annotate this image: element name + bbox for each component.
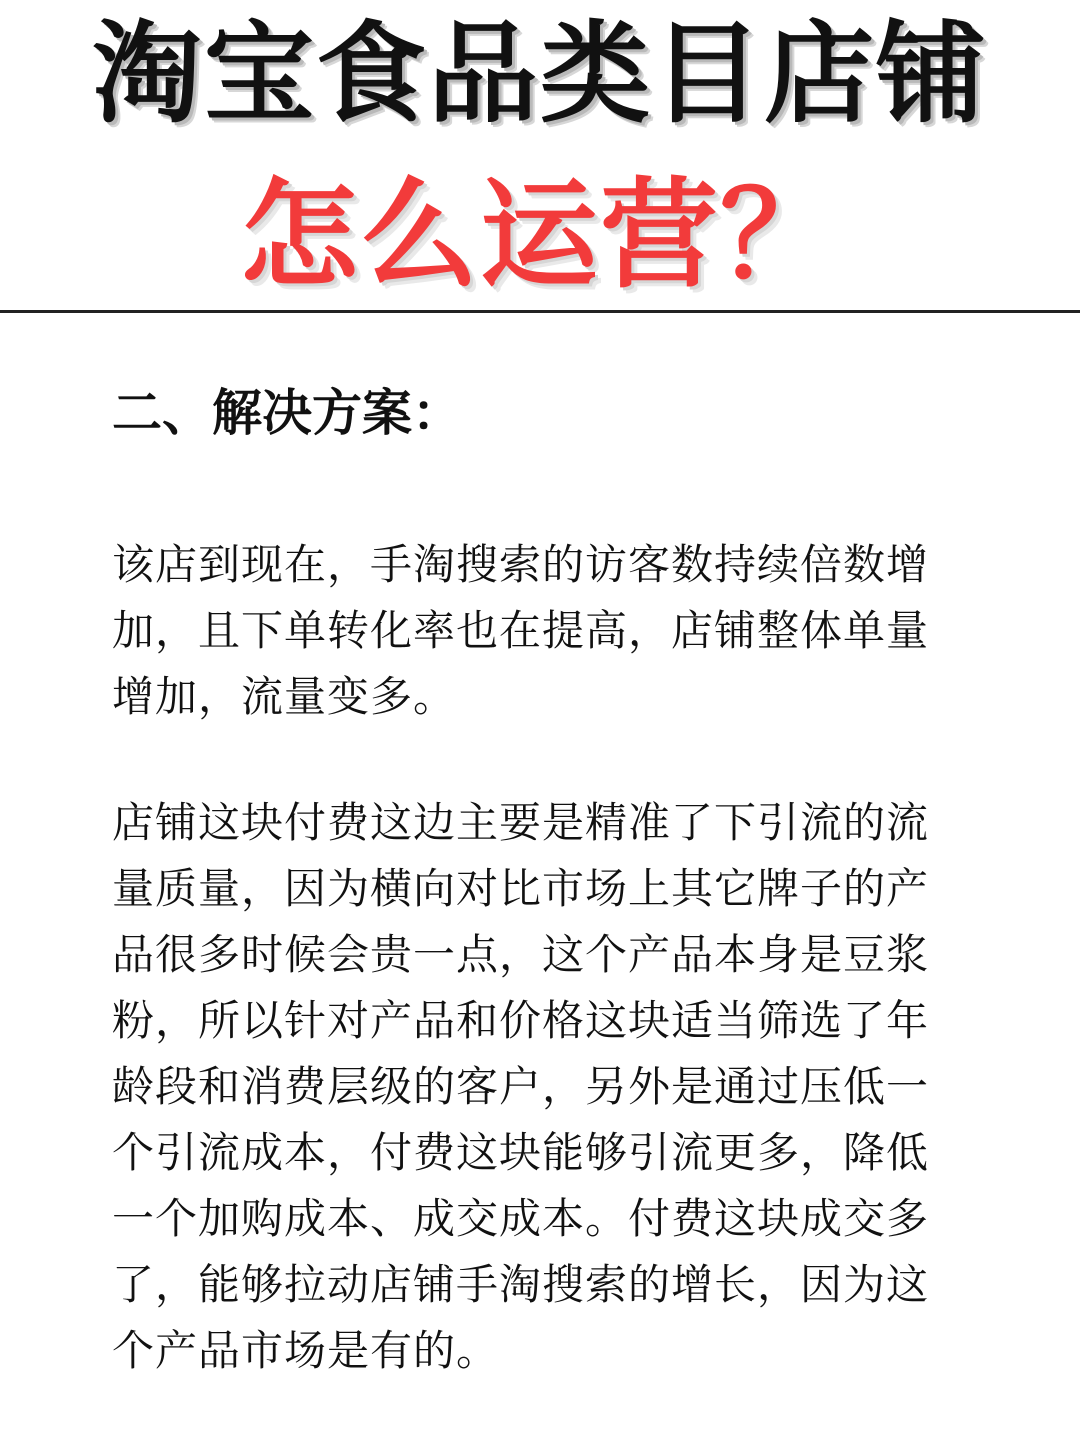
header-divider <box>0 310 1080 313</box>
paragraph-strategy: 店铺这块付费这边主要是精准了下引流的流量质量，因为横向对比市场上其它牌子的产品很多时候会贵一点，这个产品本身是豆浆粉，所以针对产品和价格这块适当筛选了年龄段和消费层级的客户，另外是通过压低一个引流成本，付费这块能够引流更多，降低一个加购成本、成交成本。付费这块成交多了，能够拉动店铺手淘搜索的增长，因为这个产品市场是有的。 <box>112 798 930 1375</box>
section-heading: 二、解决方案： <box>112 384 462 442</box>
paragraph-results: 该店到现在，手淘搜索的访客数持续倍数增加，且下单转化率也在提高，店铺整体单量增加，流量变多。 <box>112 540 930 721</box>
page-subtitle: 怎么运营？ <box>239 166 840 304</box>
page-title: 淘宝食品类目店铺 <box>92 10 988 138</box>
